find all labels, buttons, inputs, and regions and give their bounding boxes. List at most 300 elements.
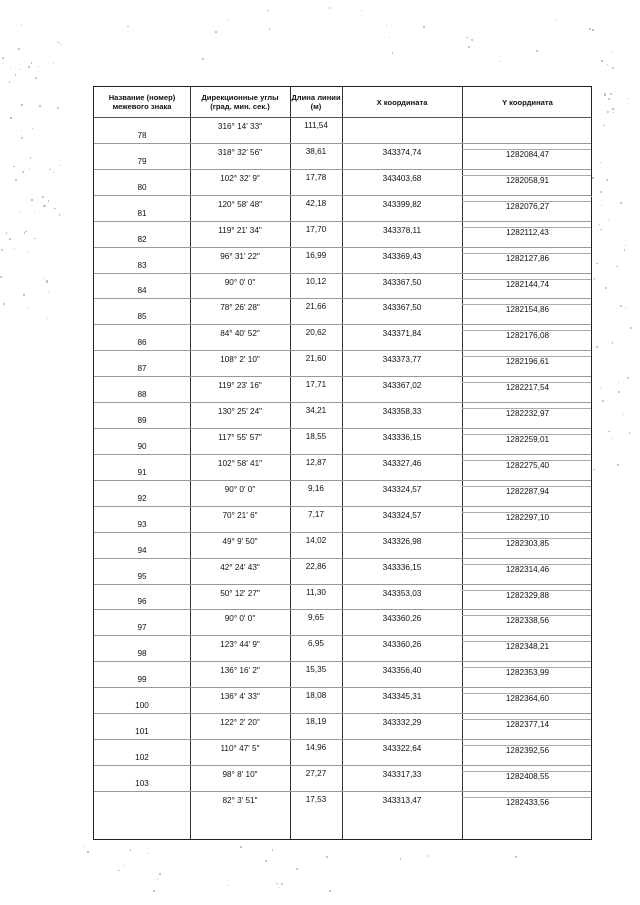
row-divider [94,454,591,455]
point-y-coordinate: 1282076,27 [505,201,550,211]
point-y-coordinate: 1282084,47 [505,149,550,159]
segment-angle: 117° 55' 57" [218,433,262,443]
scan-speck [6,232,7,233]
scan-speck [471,39,473,41]
header-line-length: Длина линии (м) [291,93,341,111]
point-name: 103 [135,778,149,788]
coordinate-row-divider [462,693,591,694]
scan-speck [329,7,330,8]
point-x-coordinate: 343327,46 [382,458,422,468]
coordinate-row-divider [462,434,591,435]
scan-speck [21,24,22,25]
segment-length: 111,54 [304,121,328,130]
segment-angle: 96° 31' 22" [220,251,260,261]
scan-speck [34,211,35,212]
segment-angle: 78° 26' 28" [220,303,260,313]
segment-angle: 318° 32' 56" [217,147,263,157]
row-divider [94,221,591,222]
coordinate-row-divider [462,641,591,642]
point-name: 92 [137,493,147,503]
scan-speck [392,52,394,54]
coordinate-row-divider [462,227,591,228]
scan-speck [466,37,468,39]
segment-length: 42,18 [305,198,327,208]
scan-speck [57,42,58,43]
scan-speck [14,248,15,249]
scan-speck [600,388,601,389]
scan-speck [21,104,22,105]
scan-speck [20,69,21,70]
scan-speck [604,93,606,95]
scan-speck [54,208,55,209]
scan-speck [326,856,328,858]
point-y-coordinate: 1282408,55 [505,772,550,781]
header-direction-angle: Дирекционные углы (град. мин. сек.) [201,93,279,111]
scan-speck [49,169,51,171]
segment-angle: 42° 24' 43" [220,562,260,572]
segment-length: 9,65 [308,613,324,623]
scan-speck [21,137,23,139]
segment-angle: 122° 2' 20" [220,718,260,728]
segment-angle: 120° 58' 48" [217,199,263,209]
segment-angle: 119° 21' 34" [218,225,262,235]
point-name: 95 [137,571,147,581]
scan-speck [272,849,273,850]
segment-angle: 102° 32' 9" [220,173,260,183]
scan-speck [468,46,470,48]
scan-speck [618,382,619,383]
scan-speck [118,870,119,871]
scan-speck [427,855,429,857]
scan-speck [607,111,609,113]
scan-speck [605,287,607,289]
segment-angle: 119° 23' 16" [218,381,262,391]
point-y-coordinate: 1282275,40 [505,460,550,470]
segment-angle: 136° 4' 33" [220,692,260,702]
point-name: 78 [137,130,147,140]
point-name: 79 [137,156,147,166]
segment-length: 34,21 [305,406,327,416]
row-divider [94,247,591,248]
point-name: 101 [135,727,149,737]
row-divider [94,298,591,299]
point-x-coordinate: 343317,33 [382,770,422,779]
point-x-coordinate: 343367,50 [382,277,422,287]
point-x-coordinate: 343367,50 [382,303,422,313]
point-name: 88 [137,390,147,400]
scan-speck [31,62,33,64]
point-x-coordinate: 343403,68 [382,173,422,183]
segment-angle: 82° 3' 51" [222,795,258,805]
scan-speck [47,318,48,319]
row-divider [94,506,591,507]
point-x-coordinate: 343322,64 [382,744,422,754]
scan-speck [603,125,605,127]
scan-speck [625,245,626,246]
scan-speck [18,48,20,50]
scan-speck [57,107,59,109]
scan-speck [536,50,538,52]
segment-length: 11,30 [306,587,326,597]
segment-length: 17,70 [305,224,327,234]
scan-speck [3,303,5,305]
scan-speck [620,202,622,204]
scan-speck [612,342,613,343]
coordinate-row-divider [462,615,591,616]
scan-speck [15,74,16,75]
scan-speck [627,377,629,379]
segment-length: 20,62 [305,328,327,338]
segment-angle: 98° 8' 10" [222,770,258,779]
row-divider [94,376,591,377]
scan-speck [59,165,60,166]
scan-speck [592,177,594,179]
point-name: 97 [137,623,147,633]
point-x-coordinate: 343326,98 [382,536,422,546]
header-x-coordinate: X координата [376,97,428,107]
point-name: 90 [137,441,147,451]
scan-speck [53,63,54,64]
coordinate-row-divider [462,564,591,565]
coordinate-row-divider [462,175,591,176]
scan-speck [84,846,85,847]
scan-speck [623,414,624,415]
scan-speck [43,205,45,207]
scan-speck [42,196,44,198]
row-divider [94,635,591,636]
segment-angle: 70° 21' 6" [222,510,258,520]
scan-speck [606,179,608,181]
segment-length: 22,86 [305,561,327,571]
segment-angle: 316° 14' 33" [217,122,263,131]
row-divider [94,532,591,533]
row-divider [94,143,591,144]
row-divider [94,324,591,325]
scan-speck [2,57,4,59]
point-name: 83 [137,260,147,270]
point-name: 85 [137,312,147,322]
scan-speck [608,219,609,220]
row-divider [94,584,591,585]
scan-speck [215,31,217,33]
segment-angle: 90° 0' 0" [224,614,256,624]
scan-speck [361,10,362,11]
row-divider [94,428,591,429]
row-divider [94,609,591,610]
scan-speck [423,26,425,28]
scan-speck [39,105,41,107]
scan-speck [616,266,617,267]
scan-speck [629,432,630,433]
scan-speck [617,464,619,466]
point-x-coordinate: 343373,77 [382,355,422,365]
scan-speck [600,162,601,163]
scan-speck [600,229,602,231]
scan-speck [601,60,603,62]
segment-length: 16,99 [305,250,327,260]
scan-speck [148,853,149,854]
point-name: 99 [137,675,147,685]
point-y-coordinate: 1282217,54 [505,383,550,393]
point-y-coordinate: 1282329,88 [505,590,550,600]
scan-speck [28,66,30,68]
point-x-coordinate: 343336,15 [382,562,422,572]
point-x-coordinate: 343353,03 [382,588,422,598]
point-y-coordinate: 1282314,46 [505,564,550,574]
segment-length: 18,55 [305,432,327,442]
segment-length: 12,87 [305,457,327,467]
coordinate-row-divider [462,460,591,461]
scan-speck [608,431,610,433]
coordinate-row-divider [462,745,591,746]
point-y-coordinate: 1282297,10 [505,512,550,522]
scan-speck [329,890,331,892]
point-y-coordinate: 1282144,74 [505,279,550,289]
scan-speck [19,212,20,213]
scan-speck [608,98,610,100]
scan-speck [389,37,390,38]
header-divider [94,117,591,118]
scan-speck [48,291,49,292]
row-divider [94,765,591,766]
row-divider [94,402,591,403]
scan-speck [592,29,594,31]
scan-speck [611,51,612,52]
row-divider [94,687,591,688]
segment-length: 18,08 [305,691,327,701]
coordinate-row-divider [462,304,591,305]
row-divider [94,791,591,792]
segment-angle: 110° 47' 5" [220,744,260,754]
coordinate-row-divider [462,279,591,280]
scan-speck [613,112,614,113]
scan-speck [29,168,30,169]
scan-speck [607,64,609,66]
segment-length: 17,53 [305,794,327,804]
point-x-coordinate: 343371,84 [382,329,422,339]
scan-speck [53,172,54,173]
scan-speck [21,130,22,131]
scan-speck [240,846,242,848]
segment-length: 10,12 [305,276,327,286]
scan-speck [386,25,387,26]
scan-speck [602,400,604,402]
row-divider [94,480,591,481]
scan-speck [556,19,557,20]
point-x-coordinate: 343378,11 [382,225,422,235]
scan-speck [276,883,278,885]
segment-length: 17,71 [305,380,327,390]
segment-angle: 102° 58' 41" [217,458,263,468]
scan-speck [32,128,33,129]
point-y-coordinate: 1282303,85 [505,538,550,548]
scan-speck [400,858,401,859]
point-name: 84 [137,286,147,296]
scan-speck [612,67,614,69]
segment-length: 6,95 [308,639,324,649]
scan-speck [15,179,17,181]
scan-speck [127,26,129,28]
point-y-coordinate: 1282154,86 [505,305,550,315]
row-divider [94,661,591,662]
scan-speck [227,20,228,21]
scan-speck [600,191,602,193]
scan-speck [515,856,517,858]
header-y-coordinate: Y координата [502,97,553,107]
point-x-coordinate: 343367,02 [382,381,422,391]
scan-speck [612,438,613,439]
point-y-coordinate: 1282348,21 [505,642,550,652]
coordinate-row-divider [462,667,591,668]
scan-speck [265,860,267,862]
point-y-coordinate: 1282433,56 [505,797,550,807]
segment-angle: 84° 40' 52" [220,329,260,339]
point-x-coordinate: 343324,57 [382,510,422,520]
point-y-coordinate: 1282392,56 [505,746,550,756]
scan-speck [31,199,32,200]
scan-speck [87,851,88,852]
scan-speck [296,868,298,870]
segment-length: 15,35 [305,665,327,675]
segment-angle: 130° 25' 24" [217,407,263,417]
scan-speck [618,391,620,393]
coordinate-row-divider [462,512,591,513]
scan-speck [23,294,25,296]
scan-speck [123,865,124,866]
point-name: 91 [137,467,147,477]
scan-speck [10,117,12,119]
scan-speck [601,205,602,206]
point-y-coordinate: 1282259,01 [505,435,550,445]
scan-speck [625,307,627,309]
coordinate-row-divider [462,538,591,539]
point-y-coordinate: 1282112,43 [506,227,549,237]
point-x-coordinate: 343358,33 [382,407,422,417]
segment-length: 17,78 [305,172,327,182]
point-name: 86 [137,338,147,348]
segment-length: 14,02 [305,535,327,545]
point-y-coordinate: 1282287,94 [505,486,550,496]
coordinate-row-divider [462,149,591,150]
scan-speck [594,278,595,279]
point-y-coordinate: 1282176,08 [505,331,550,341]
segment-length: 9,16 [308,483,324,493]
coordinate-row-divider [462,797,591,798]
scan-speck [599,224,600,225]
scan-speck [499,61,500,62]
row-divider [94,558,591,559]
point-x-coordinate: 343360,26 [382,614,422,624]
scan-speck [46,280,48,282]
scan-speck [10,67,12,69]
segment-angle: 50° 12' 27" [220,588,260,598]
scan-speck [22,171,24,173]
row-divider [94,195,591,196]
point-x-coordinate: 343374,74 [382,147,422,157]
segment-length: 21,66 [305,302,327,312]
coordinate-row-divider [462,330,591,331]
point-y-coordinate: 1282196,61 [505,357,550,367]
scan-speck [157,879,158,880]
point-x-coordinate: 343332,29 [382,718,422,728]
scan-speck [48,200,50,202]
point-name: 80 [137,182,147,192]
point-y-coordinate: 1282058,91 [505,175,550,185]
segment-angle: 90° 0' 0" [224,484,256,494]
coordinate-row-divider [462,771,591,772]
point-name: 89 [137,416,147,426]
point-name: 94 [137,545,147,555]
segment-angle: 90° 0' 0" [224,277,256,287]
segment-angle: 136° 16' 2" [220,666,260,676]
scan-speck [624,249,626,251]
row-divider [94,350,591,351]
scan-speck [30,157,31,158]
point-x-coordinate: 343313,47 [382,795,422,805]
scan-speck [60,44,61,45]
segment-angle: 49° 9' 50" [222,536,258,546]
scan-speck [278,887,279,888]
scan-speck [130,849,131,850]
point-name: 102 [135,753,149,762]
row-divider [94,169,591,170]
scan-speck [1,249,3,251]
scan-speck [628,98,629,99]
coordinate-row-divider [462,253,591,254]
point-name: 93 [137,519,147,529]
scan-speck [630,327,632,329]
point-y-coordinate: 1282353,99 [505,668,550,678]
point-x-coordinate: 343399,82 [382,199,422,209]
scan-speck [0,276,2,278]
coordinates-table [93,86,592,840]
scan-speck [24,232,26,234]
scan-speck [159,873,161,875]
scan-speck [9,81,10,82]
point-name: 100 [135,701,149,711]
point-name: 96 [137,597,147,607]
coordinate-row-divider [462,201,591,202]
point-y-coordinate: 1282127,86 [505,253,550,263]
segment-length: 14,96 [305,743,327,753]
coordinate-row-divider [462,719,591,720]
coordinate-row-divider [462,486,591,487]
point-x-coordinate: 343324,57 [382,484,422,494]
row-divider [94,739,591,740]
point-y-coordinate: 1282377,14 [505,720,550,730]
point-name: 82 [137,234,147,244]
scan-speck [228,885,229,886]
segment-angle: 108° 2' 10" [220,355,260,365]
scan-speck [281,883,283,885]
scan-speck [620,305,622,307]
segment-length: 7,17 [308,509,324,519]
coordinate-row-divider [462,408,591,409]
row-divider [94,273,591,274]
scan-speck [202,58,204,60]
scan-speck [35,77,37,79]
point-name: 81 [137,208,147,218]
scan-speck [27,252,28,253]
scan-speck [610,93,612,95]
point-x-coordinate: 343345,31 [382,692,422,702]
scan-speck [269,28,271,30]
segment-length: 18,19 [305,717,327,727]
point-name: 87 [137,364,147,374]
point-y-coordinate: 1282232,97 [505,409,550,419]
scan-speck [593,469,595,471]
point-x-coordinate: 343360,26 [382,640,422,650]
